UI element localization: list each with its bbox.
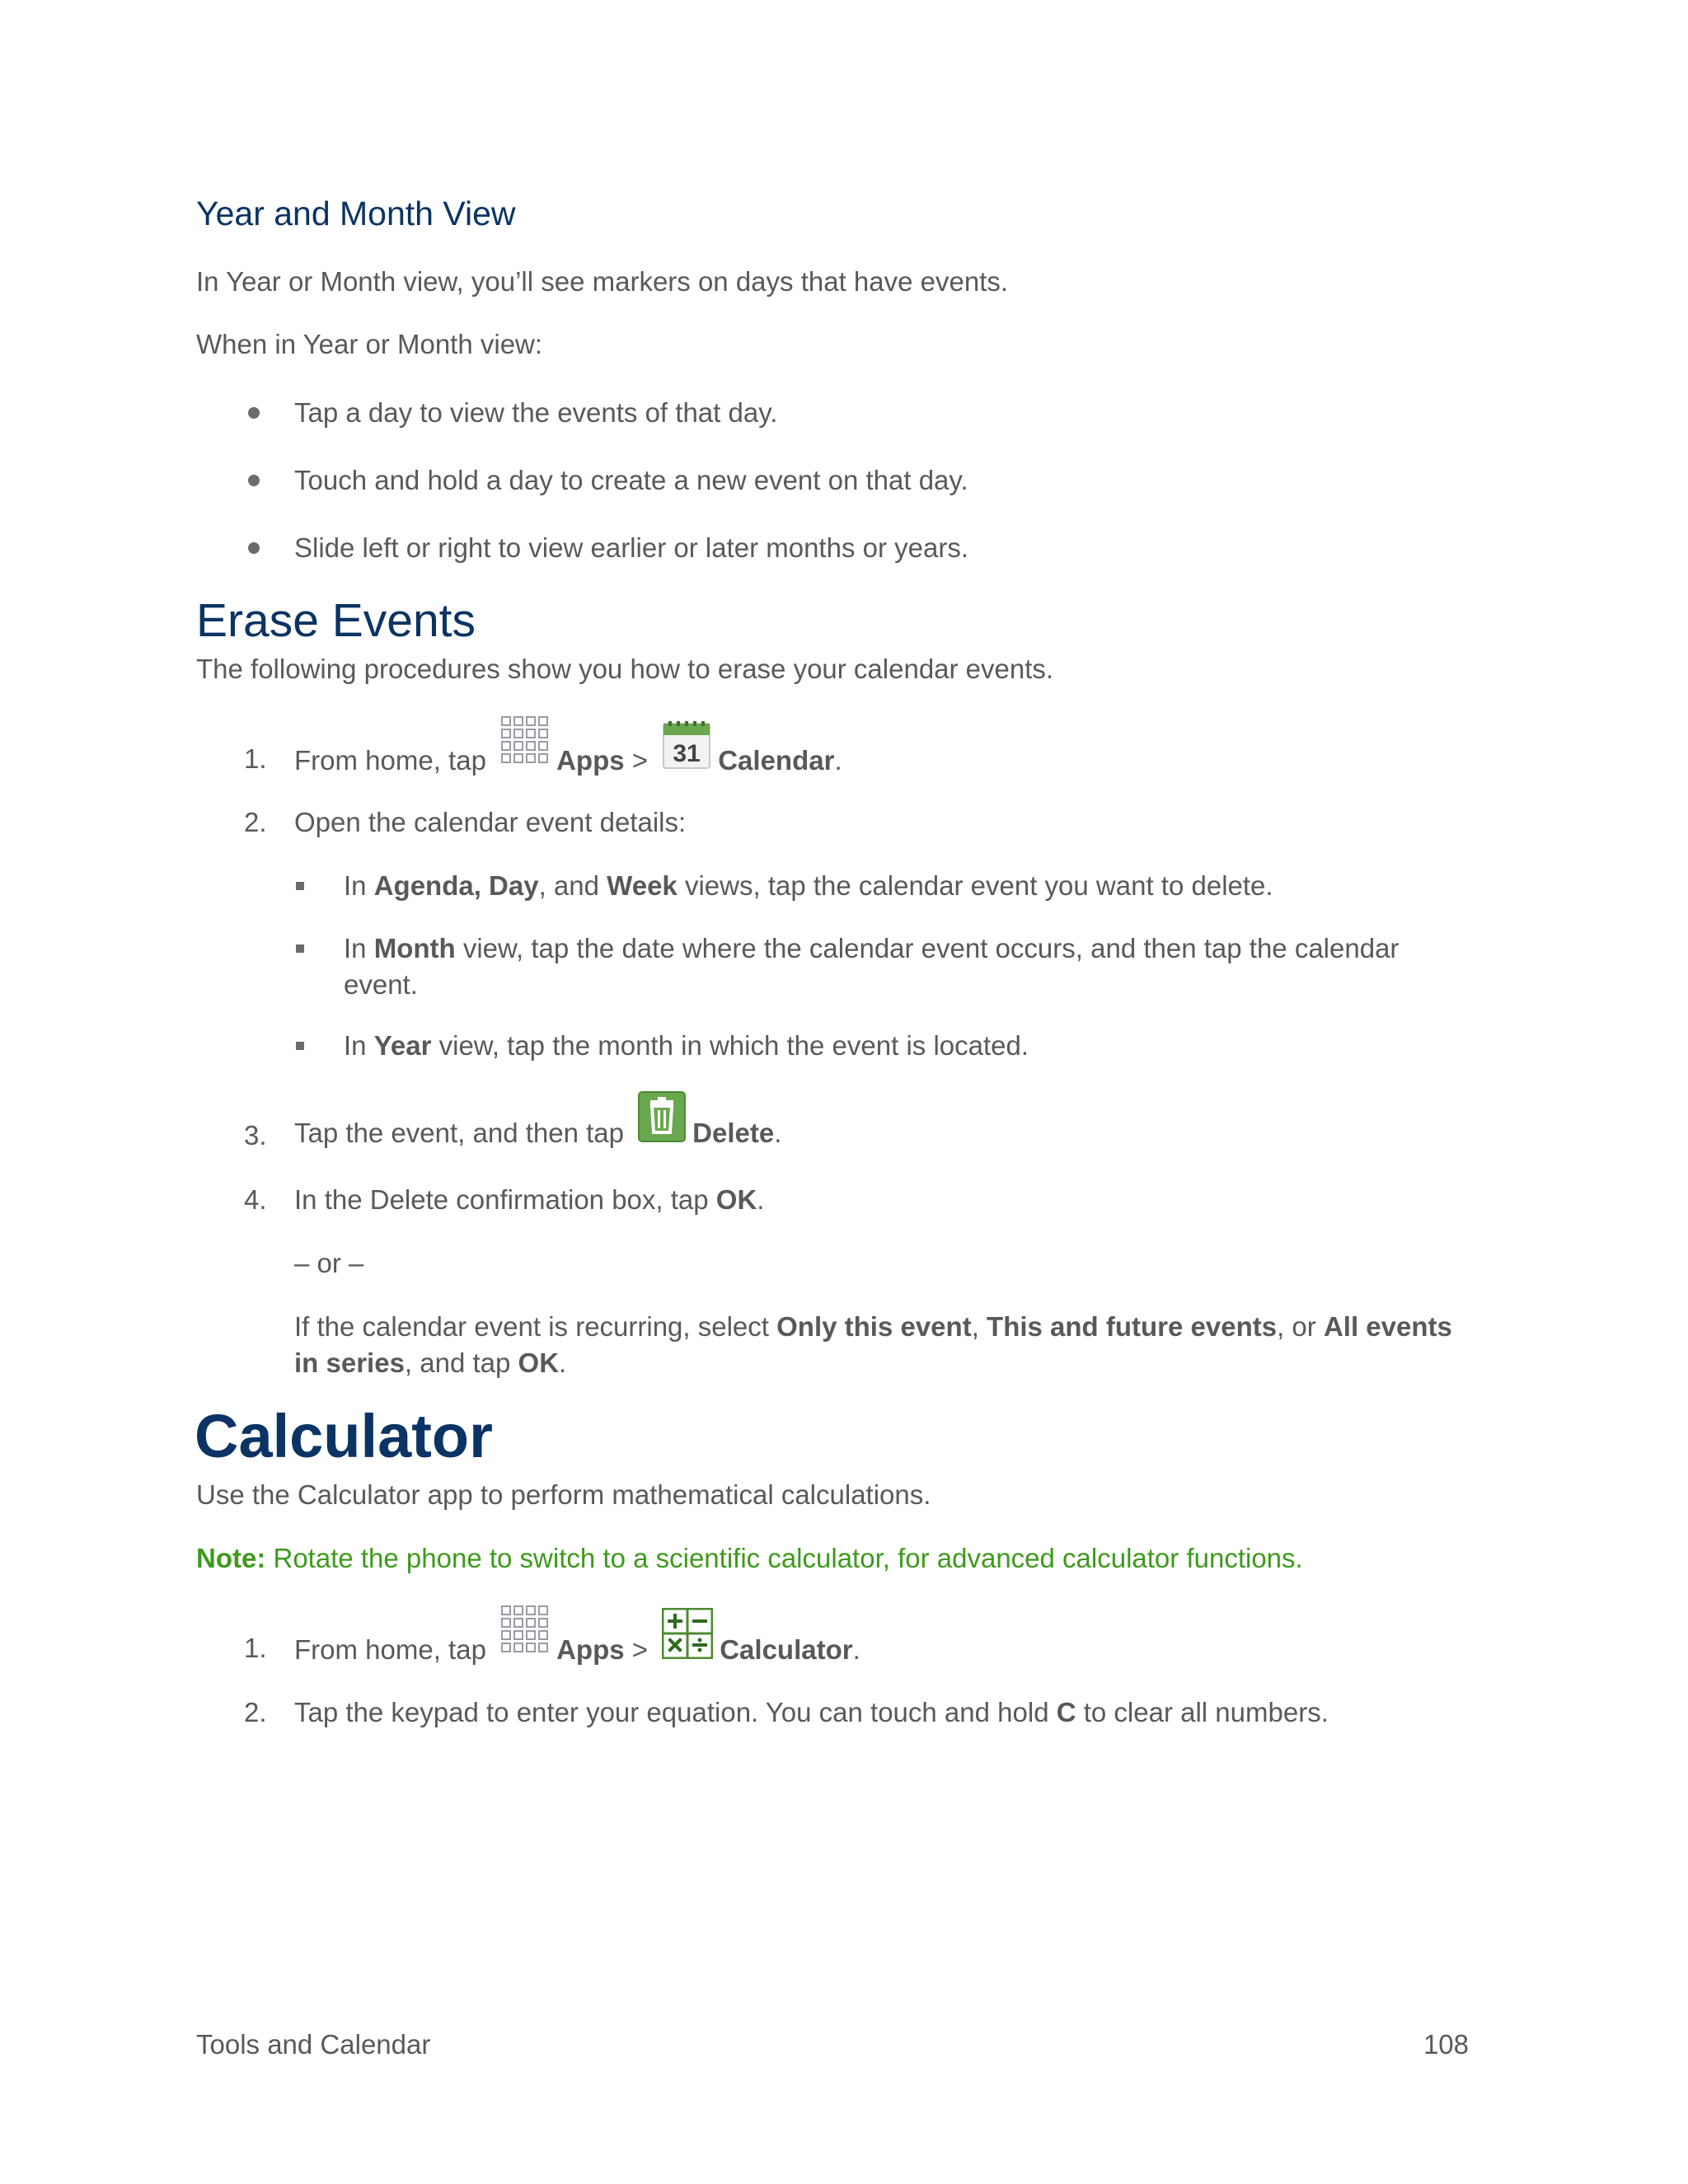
footer-section-title: Tools and Calendar xyxy=(196,2029,431,2060)
sub-item-year xyxy=(344,1028,1029,1064)
text: In xyxy=(344,933,374,963)
calculator-icon[interactable] xyxy=(662,1608,713,1680)
text: In xyxy=(344,1030,374,1061)
text: . xyxy=(559,1347,567,1378)
sub-item-agenda xyxy=(344,868,1273,904)
heading-year-month-view: Year and Month View xyxy=(196,194,516,232)
calendar-icon[interactable] xyxy=(662,720,711,791)
erase-step-4 xyxy=(294,1182,764,1218)
text: , and xyxy=(538,870,607,901)
punctuation: . xyxy=(852,1634,860,1665)
heading-erase-events: Erase Events xyxy=(196,594,476,647)
delete-label: Delete xyxy=(692,1118,775,1148)
bold-text: OK xyxy=(518,1347,560,1378)
note-text: Rotate the phone to switch to a scientific calculator, for advanced calculator functions. xyxy=(265,1543,1303,1573)
step-text: From home, tap xyxy=(294,1634,486,1665)
text: , and tap xyxy=(404,1347,518,1378)
calendar-icon-day: 31 xyxy=(673,740,701,767)
bold-text: Agenda, Day xyxy=(373,870,539,901)
sub-bullet xyxy=(296,1042,304,1050)
step-number: 2. xyxy=(244,807,267,837)
recurring-line-1 xyxy=(294,1309,1452,1345)
erase-intro: The following procedures show you how to erase your calendar events. xyxy=(196,654,1054,684)
sub-item-month xyxy=(344,930,1399,967)
calendar-label: Calendar xyxy=(718,745,835,776)
bullet-dot xyxy=(248,542,260,554)
bold-text: Year xyxy=(373,1030,432,1061)
erase-step-3 xyxy=(294,1091,781,1164)
erase-step-1 xyxy=(294,715,842,791)
calculator-step-1 xyxy=(294,1605,860,1680)
bold-text: OK xyxy=(715,1184,757,1215)
trash-icon[interactable] xyxy=(638,1091,686,1164)
step-text: Tap the event, and then tap xyxy=(294,1118,624,1148)
calculator-label: Calculator xyxy=(720,1634,853,1665)
step-text: From home, tap xyxy=(294,745,486,776)
text: , xyxy=(971,1311,987,1342)
step-text: In the Delete confirmation box, tap xyxy=(294,1184,716,1215)
bullet-dot xyxy=(248,475,260,486)
step-number: 3. xyxy=(244,1120,267,1151)
calculator-intro: Use the Calculator app to perform mathematical calculations. xyxy=(196,1479,931,1510)
text: view, tap the date where the calendar event occurs, and then tap the calendar xyxy=(455,933,1400,963)
punctuation: . xyxy=(774,1118,782,1148)
text: views, tap the calendar event you want to delete. xyxy=(677,870,1273,901)
bold-text: Week xyxy=(607,870,678,901)
year-month-when: When in Year or Month view: xyxy=(196,329,543,359)
text: , or xyxy=(1277,1311,1324,1342)
year-month-intro: In Year or Month view, you’ll see markers on days that have events. xyxy=(196,266,1009,297)
apps-label: Apps xyxy=(556,745,625,776)
separator: > xyxy=(631,1634,649,1665)
bold-text: Only this event xyxy=(776,1311,972,1342)
calculator-note xyxy=(196,1540,1303,1577)
bold-text: in series xyxy=(294,1347,405,1378)
bold-text: C xyxy=(1056,1697,1076,1727)
bullet-item: Slide left or right to view earlier or later months or years. xyxy=(294,532,968,563)
erase-step-2: Open the calendar event details: xyxy=(294,807,687,837)
note-label: Note: xyxy=(196,1543,266,1573)
apps-grid-icon[interactable] xyxy=(500,715,550,791)
step-number: 2. xyxy=(244,1697,267,1727)
apps-grid-icon[interactable] xyxy=(500,1605,550,1680)
heading-calculator: Calculator xyxy=(195,1402,493,1470)
recurring-line-2 xyxy=(294,1345,566,1381)
text: If the calendar event is recurring, select xyxy=(294,1311,777,1342)
apps-label: Apps xyxy=(556,1634,625,1665)
step-number: 1. xyxy=(244,743,267,774)
bullet-dot xyxy=(248,407,260,419)
sub-bullet xyxy=(296,882,304,890)
step-text: Tap the keypad to enter your equation. You can touch and hold xyxy=(294,1697,1057,1727)
or-separator: – or – xyxy=(294,1248,364,1278)
punctuation: . xyxy=(834,745,842,776)
separator: > xyxy=(631,745,649,776)
sub-item-month-cont: event. xyxy=(344,969,418,1000)
bold-text: Month xyxy=(373,933,456,963)
bold-text: All events xyxy=(1323,1311,1452,1342)
text: view, tap the month in which the event is located. xyxy=(431,1030,1029,1061)
text: to clear all numbers. xyxy=(1076,1697,1329,1727)
step-number: 1. xyxy=(244,1633,267,1663)
bold-text: This and future events xyxy=(987,1311,1278,1342)
bullet-item: Touch and hold a day to create a new event on that day. xyxy=(294,465,968,495)
footer-page-number: 108 xyxy=(1423,2029,1469,2060)
bullet-item: Tap a day to view the events of that day. xyxy=(294,397,778,428)
sub-bullet xyxy=(296,944,304,953)
calculator-step-2 xyxy=(294,1694,1329,1731)
text: In xyxy=(344,870,374,901)
punctuation: . xyxy=(757,1184,765,1215)
step-number: 4. xyxy=(244,1184,267,1215)
